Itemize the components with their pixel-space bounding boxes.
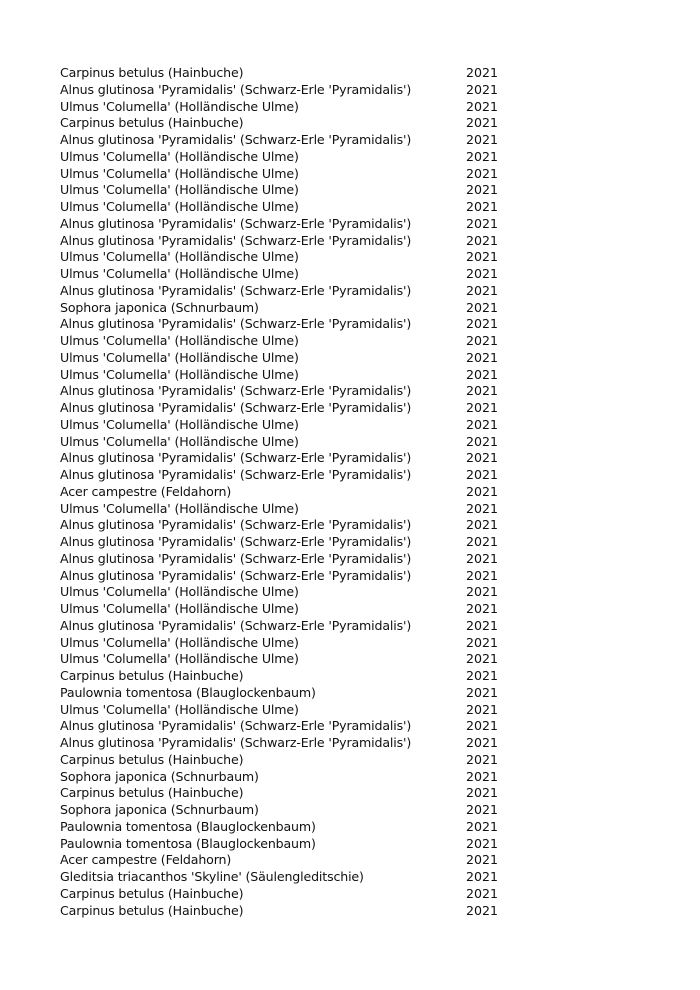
planting-year: 2021	[466, 835, 499, 851]
tree-name: Ulmus 'Columella' (Holländische Ulme)	[60, 98, 299, 114]
tree-name: Carpinus betulus (Hainbuche)	[60, 65, 244, 80]
tree-name: Ulmus 'Columella' (Holländische Ulme)	[60, 349, 299, 365]
planting-year: 2021	[466, 333, 499, 348]
planting-year: 2021	[466, 651, 499, 667]
planting-year: 2021	[466, 500, 499, 516]
tree-row	[60, 283, 500, 300]
tree-name: Ulmus 'Columella' (Holländische Ulme)	[60, 266, 299, 281]
planting-year: 2021	[466, 483, 499, 499]
planting-year: 2021	[466, 282, 499, 298]
tree-row	[60, 333, 500, 350]
tree-name: Alnus glutinosa 'Pyramidalis' (Schwarz-Erle 'Pyramidalis')	[60, 132, 412, 147]
tree-name: Ulmus 'Columella' (Holländische Ulme)	[60, 148, 299, 164]
tree-name: Alnus glutinosa 'Pyramidalis' (Schwarz-Erle 'Pyramidalis')	[60, 450, 412, 466]
planting-year: 2021	[466, 81, 499, 97]
planting-year: 2021	[466, 634, 499, 650]
tree-row	[60, 450, 500, 467]
tree-name: Alnus glutinosa 'Pyramidalis' (Schwarz-Erle 'Pyramidalis')	[60, 617, 412, 633]
tree-name: Ulmus 'Columella' (Holländische Ulme)	[60, 701, 299, 717]
tree-name: Ulmus 'Columella' (Holländische Ulme)	[60, 433, 299, 449]
tree-name: Sophora japonica (Schnurbaum)	[60, 768, 259, 784]
tree-row	[60, 417, 500, 434]
tree-name: Ulmus 'Columella' (Holländische Ulme)	[60, 601, 299, 616]
planting-year: 2021	[466, 299, 499, 315]
tree-name: Ulmus 'Columella' (Holländische Ulme)	[60, 199, 299, 214]
tree-name: Sophora japonica (Schnurbaum)	[60, 802, 259, 817]
tree-row	[60, 82, 500, 99]
tree-row	[60, 166, 500, 183]
tree-row	[60, 735, 500, 752]
tree-row	[60, 668, 500, 685]
tree-name: Alnus glutinosa 'Pyramidalis' (Schwarz-Erle 'Pyramidalis')	[60, 534, 412, 549]
tree-row	[60, 517, 500, 534]
tree-name: Alnus glutinosa 'Pyramidalis' (Schwarz-Erle 'Pyramidalis')	[60, 550, 412, 566]
planting-year: 2021	[466, 266, 499, 281]
tree-row	[60, 249, 500, 266]
planting-year: 2021	[466, 701, 499, 717]
tree-name: Carpinus betulus (Hainbuche)	[60, 785, 244, 801]
planting-year: 2021	[466, 165, 499, 181]
planting-year: 2021	[466, 182, 499, 198]
tree-row	[60, 216, 500, 233]
tree-name: Ulmus 'Columella' (Holländische Ulme)	[60, 333, 299, 348]
planting-year: 2021	[466, 517, 499, 533]
planting-year: 2021	[466, 768, 499, 784]
tree-name: Paulownia tomentosa (Blauglockenbaum)	[60, 818, 316, 834]
tree-row	[60, 618, 500, 635]
planting-year: 2021	[466, 617, 499, 633]
tree-name: Alnus glutinosa 'Pyramidalis' (Schwarz-Erle 'Pyramidalis')	[60, 467, 412, 482]
tree-name: Acer campestre (Feldahorn)	[60, 852, 232, 868]
tree-row	[60, 300, 500, 317]
tree-row	[60, 718, 500, 735]
planting-year: 2021	[466, 550, 499, 566]
tree-row	[60, 769, 500, 786]
tree-list	[60, 65, 500, 919]
tree-row	[60, 400, 500, 417]
tree-row	[60, 383, 500, 400]
tree-row	[60, 685, 500, 702]
tree-name: Alnus glutinosa 'Pyramidalis' (Schwarz-Erle 'Pyramidalis')	[60, 517, 412, 533]
tree-row	[60, 233, 500, 250]
tree-name: Ulmus 'Columella' (Holländische Ulme)	[60, 165, 299, 181]
tree-name: Ulmus 'Columella' (Holländische Ulme)	[60, 416, 299, 432]
tree-name: Alnus glutinosa 'Pyramidalis' (Schwarz-Erle 'Pyramidalis')	[60, 383, 412, 399]
planting-year: 2021	[466, 684, 499, 700]
tree-name: Ulmus 'Columella' (Holländische Ulme)	[60, 634, 299, 650]
tree-row	[60, 551, 500, 568]
tree-row	[60, 182, 500, 199]
tree-name: Ulmus 'Columella' (Holländische Ulme)	[60, 651, 299, 667]
tree-row	[60, 115, 500, 132]
tree-row	[60, 266, 500, 283]
tree-row	[60, 484, 500, 501]
tree-name: Alnus glutinosa 'Pyramidalis' (Schwarz-Erle 'Pyramidalis')	[60, 215, 412, 231]
tree-name: Ulmus 'Columella' (Holländische Ulme)	[60, 500, 299, 516]
tree-row	[60, 367, 500, 384]
tree-name: Paulownia tomentosa (Blauglockenbaum)	[60, 684, 316, 700]
planting-year: 2021	[466, 98, 499, 114]
planting-year: 2021	[466, 132, 499, 147]
planting-year: 2021	[466, 199, 499, 214]
tree-name: Alnus glutinosa 'Pyramidalis' (Schwarz-Erle 'Pyramidalis')	[60, 718, 412, 734]
tree-name: Carpinus betulus (Hainbuche)	[60, 668, 244, 683]
planting-year: 2021	[466, 584, 499, 600]
tree-row	[60, 886, 500, 903]
tree-row	[60, 802, 500, 819]
tree-row	[60, 434, 500, 451]
planting-year: 2021	[466, 668, 499, 683]
tree-row	[60, 350, 500, 367]
planting-year: 2021	[466, 383, 499, 399]
planting-year: 2021	[466, 751, 499, 767]
planting-year: 2021	[466, 433, 499, 449]
planting-year: 2021	[466, 467, 499, 482]
planting-year: 2021	[466, 366, 499, 382]
tree-row	[60, 149, 500, 166]
tree-name: Ulmus 'Columella' (Holländische Ulme)	[60, 584, 299, 600]
tree-name: Ulmus 'Columella' (Holländische Ulme)	[60, 182, 299, 198]
tree-row	[60, 852, 500, 869]
planting-year: 2021	[466, 450, 499, 466]
tree-name: Carpinus betulus (Hainbuche)	[60, 751, 244, 767]
tree-row	[60, 635, 500, 652]
planting-year: 2021	[466, 601, 499, 616]
tree-name: Carpinus betulus (Hainbuche)	[60, 902, 244, 918]
tree-row	[60, 903, 500, 920]
planting-year: 2021	[466, 349, 499, 365]
planting-year: 2021	[466, 852, 499, 868]
tree-row	[60, 65, 500, 82]
planting-year: 2021	[466, 885, 499, 901]
tree-row	[60, 199, 500, 216]
tree-name: Alnus glutinosa 'Pyramidalis' (Schwarz-Erle 'Pyramidalis')	[60, 282, 412, 298]
tree-name: Carpinus betulus (Hainbuche)	[60, 885, 244, 901]
planting-year: 2021	[466, 534, 499, 549]
planting-year: 2021	[466, 249, 499, 265]
tree-row	[60, 836, 500, 853]
tree-row	[60, 819, 500, 836]
planting-year: 2021	[466, 400, 499, 415]
tree-name: Gleditsia triacanthos 'Skyline' (Säulengleditschie)	[60, 869, 364, 884]
planting-year: 2021	[466, 902, 499, 918]
tree-row	[60, 584, 500, 601]
planting-year: 2021	[466, 802, 499, 817]
planting-year: 2021	[466, 115, 499, 131]
planting-year: 2021	[466, 818, 499, 834]
tree-row	[60, 534, 500, 551]
tree-name: Sophora japonica (Schnurbaum)	[60, 299, 259, 315]
tree-name: Acer campestre (Feldahorn)	[60, 483, 232, 499]
tree-row	[60, 99, 500, 116]
tree-name: Ulmus 'Columella' (Holländische Ulme)	[60, 366, 299, 382]
tree-name: Alnus glutinosa 'Pyramidalis' (Schwarz-Erle 'Pyramidalis')	[60, 81, 412, 97]
tree-row	[60, 869, 500, 886]
planting-year: 2021	[466, 869, 499, 884]
planting-year: 2021	[466, 316, 499, 332]
tree-name: Alnus glutinosa 'Pyramidalis' (Schwarz-Erle 'Pyramidalis')	[60, 735, 412, 750]
tree-row	[60, 132, 500, 149]
tree-row	[60, 702, 500, 719]
tree-name: Alnus glutinosa 'Pyramidalis' (Schwarz-Erle 'Pyramidalis')	[60, 400, 412, 415]
tree-name: Alnus glutinosa 'Pyramidalis' (Schwarz-Erle 'Pyramidalis')	[60, 316, 412, 332]
tree-row	[60, 785, 500, 802]
planting-year: 2021	[466, 215, 499, 231]
tree-name: Alnus glutinosa 'Pyramidalis' (Schwarz-Erle 'Pyramidalis')	[60, 567, 412, 583]
tree-row	[60, 651, 500, 668]
planting-year: 2021	[466, 232, 499, 248]
tree-row	[60, 501, 500, 518]
planting-year: 2021	[466, 567, 499, 583]
planting-year: 2021	[466, 416, 499, 432]
planting-year: 2021	[466, 718, 499, 734]
tree-row	[60, 568, 500, 585]
tree-name: Carpinus betulus (Hainbuche)	[60, 115, 244, 131]
tree-row	[60, 467, 500, 484]
tree-row	[60, 601, 500, 618]
planting-year: 2021	[466, 65, 499, 80]
tree-name: Paulownia tomentosa (Blauglockenbaum)	[60, 835, 316, 851]
planting-year: 2021	[466, 148, 499, 164]
tree-row	[60, 752, 500, 769]
tree-name: Alnus glutinosa 'Pyramidalis' (Schwarz-Erle 'Pyramidalis')	[60, 232, 412, 248]
planting-year: 2021	[466, 785, 499, 801]
tree-row	[60, 316, 500, 333]
tree-name: Ulmus 'Columella' (Holländische Ulme)	[60, 249, 299, 265]
planting-year: 2021	[466, 735, 499, 750]
